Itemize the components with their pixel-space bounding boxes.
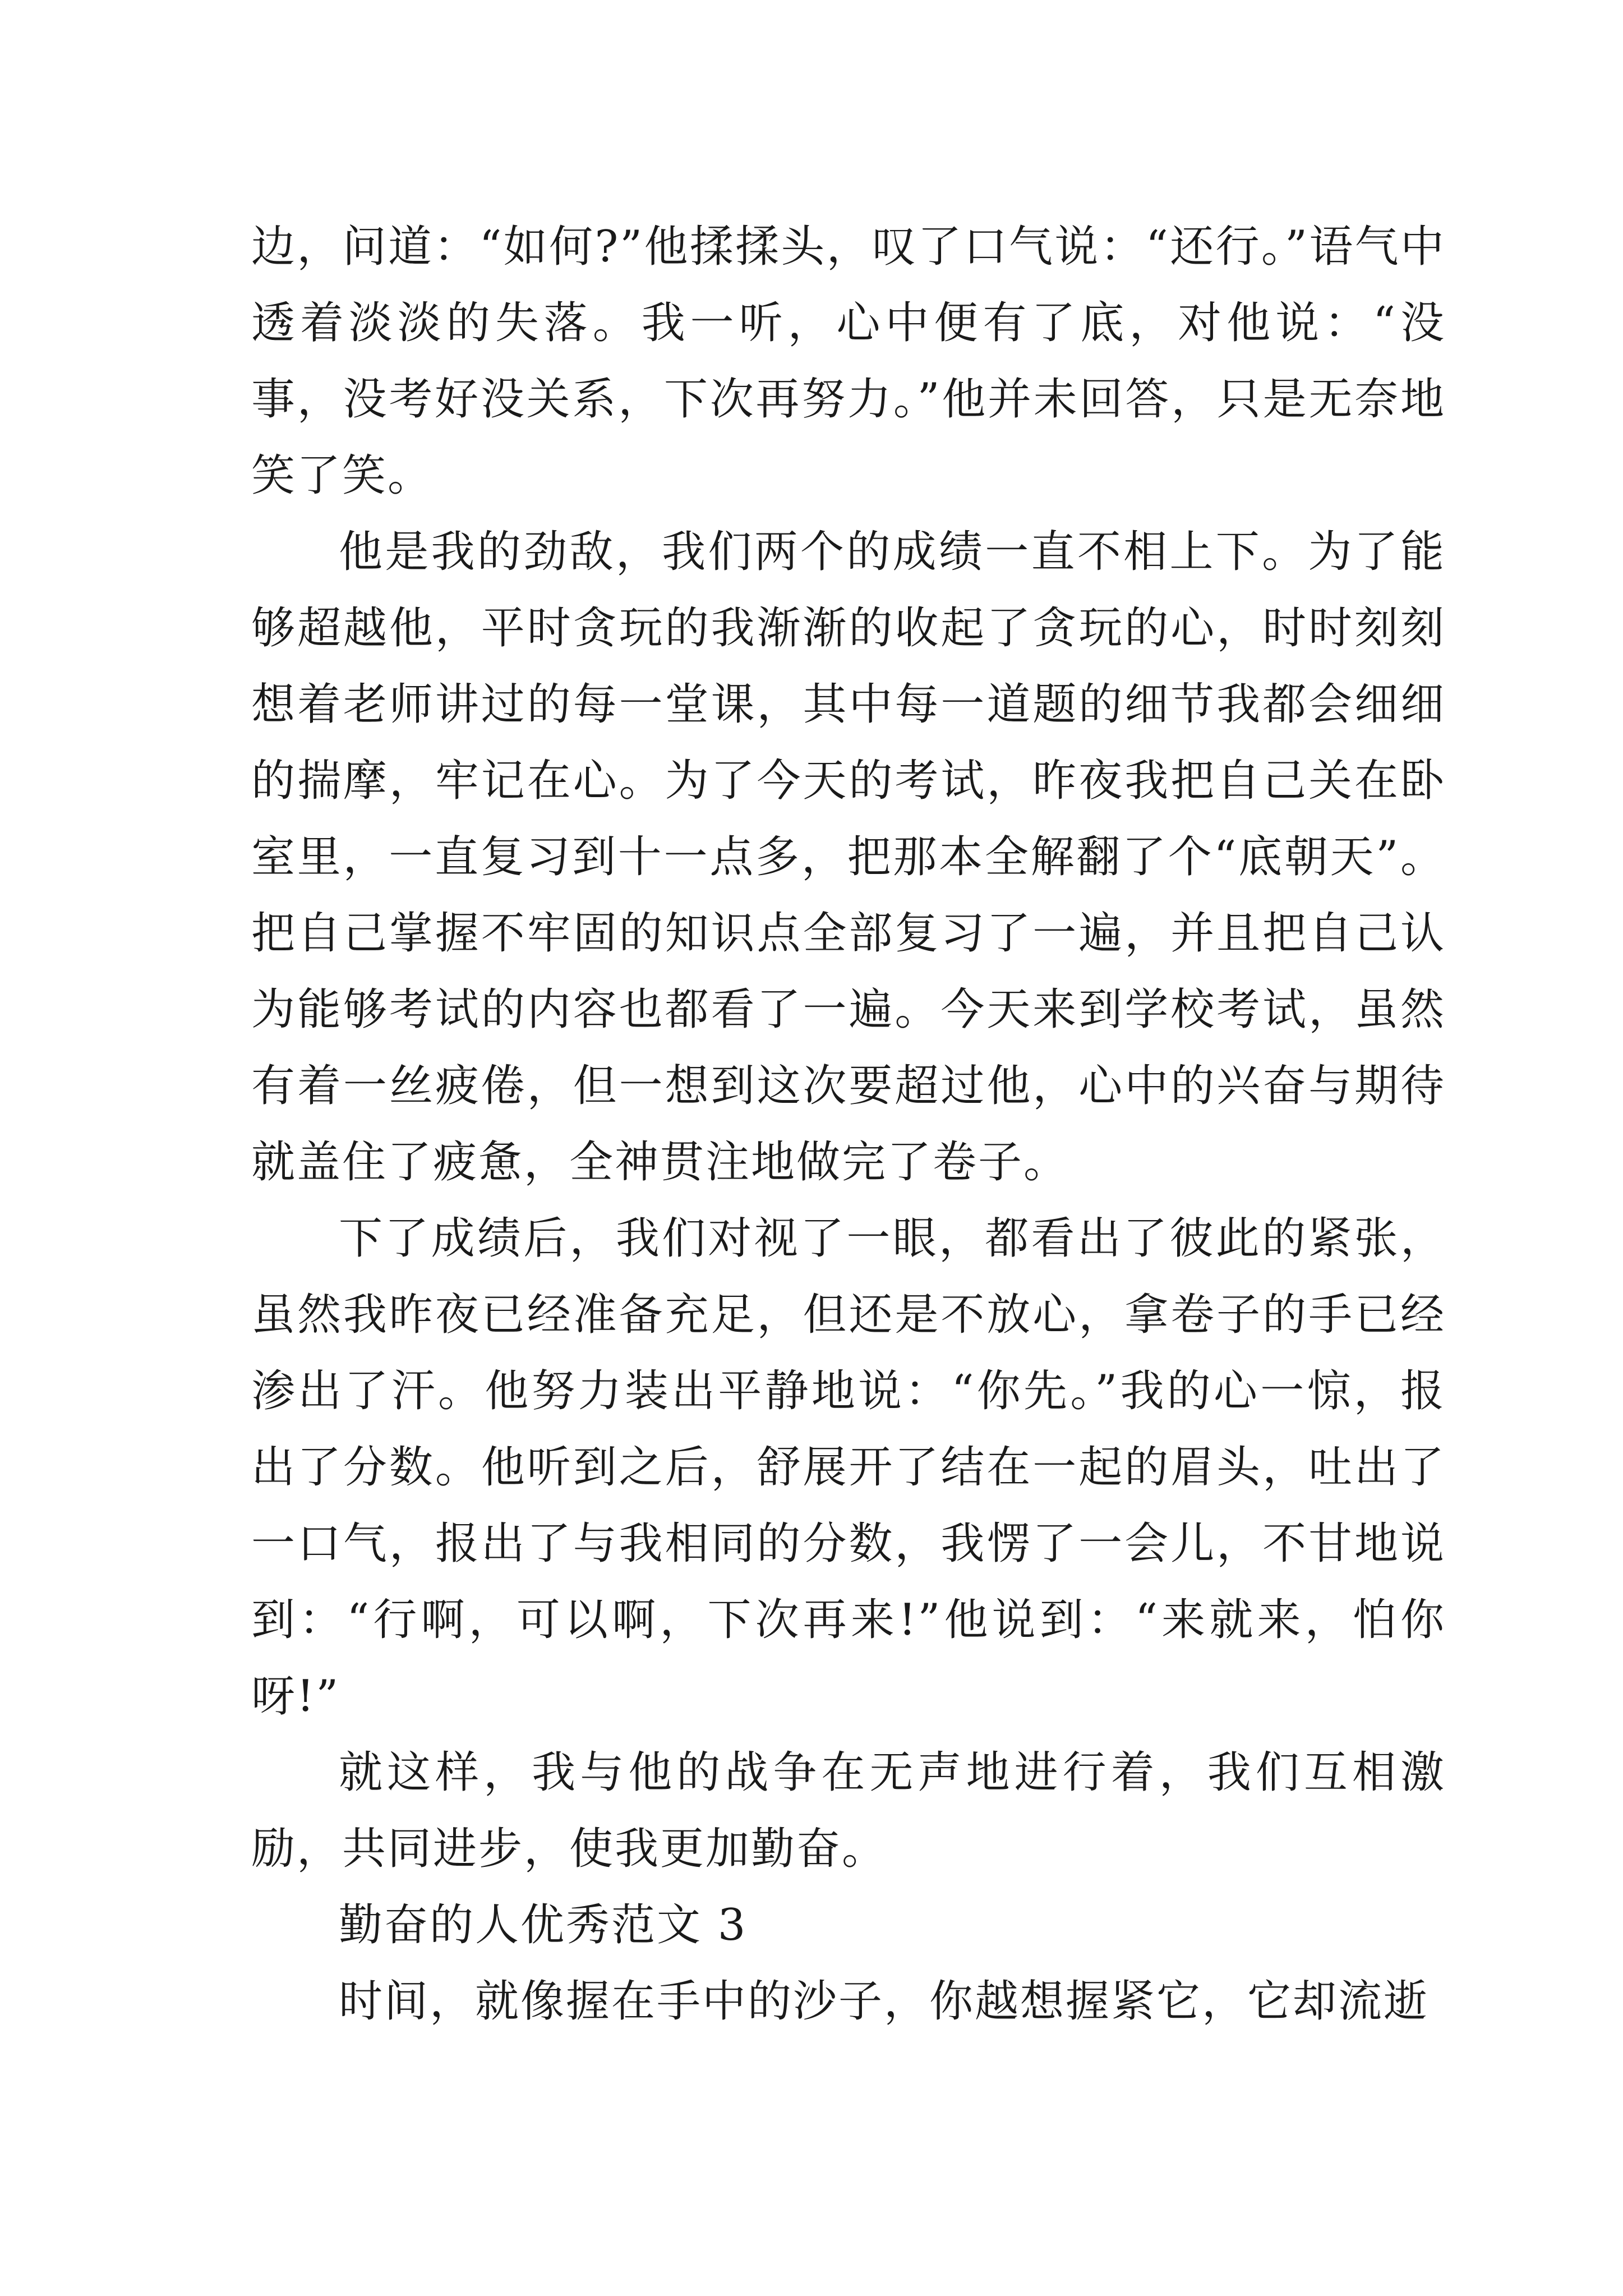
- paragraph-results: 下了成绩后，我们对视了一眼，都看出了彼此的紧张，虽然我昨夜已经准备充足，但还是不放心，拿卷子的手已经渗出了汗。他努力装出平静地说：“你先。”我的心一惊，报出了分数。他听到之后，舒展开了结在一起的眉头，吐出了一口气，报出了与我相同的分数，我愣了一会儿，不甘地说到：“行啊，可以啊，下次再来!”他说到：“来就来，怕你呀!”: [251, 1213, 1446, 1722]
- paragraph-rival: 他是我的劲敌，我们两个的成绩一直不相上下。为了能够超越他，平时贪玩的我渐渐的收起了贪玩的心，时时刻刻想着老师讲过的每一堂课，其中每一道题的细节我都会细细的揣摩，牢记在心。为了今天的考试，昨夜我把自己关在卧室里，一直复习到十一点多，把那本全解翻了个“底朝天”。把自己掌握不牢固的知识点全部复习了一遍，并且把自己认为能够考试的内容也都看了一遍。今天来到学校考试，虽然有着一丝疲倦，但一想到这次要超过他，心中的兴奋与期待就盖住了疲惫，全神贯注地做完了卷子。: [251, 527, 1446, 1188]
- paragraph-continued: 边，问道：“如何?”他揉揉头，叹了口气说：“还行。”语气中透着淡淡的失落。我一听，心中便有了底，对他说：“没事，没考好没关系，下次再努力。”他并未回答，只是无奈地笑了笑。: [251, 222, 1446, 501]
- document-body: [251, 209, 1446, 2040]
- section-heading: 勤奋的人优秀范文 3: [339, 1900, 748, 1950]
- paragraph-conclusion: 就这样，我与他的战争在无声地进行着，我们互相激励，共同进步，使我更加勤奋。: [251, 1747, 1446, 1874]
- paragraph-time: 时间，就像握在手中的沙子，你越想握紧它，它却流逝: [339, 1976, 1430, 2027]
